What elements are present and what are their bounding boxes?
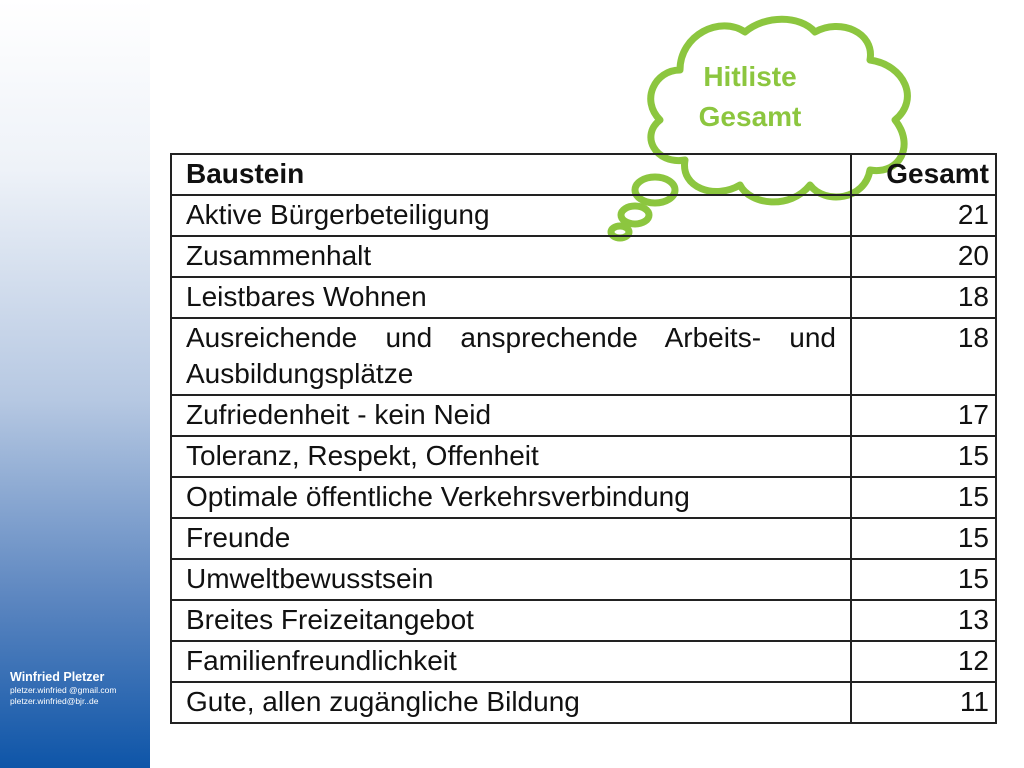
row-label: Optimale öffentliche Verkehrsverbindung [171,477,851,518]
row-value: 11 [851,682,996,723]
author-block [10,670,148,706]
row-label: Leistbares Wohnen [171,277,851,318]
row-value: 18 [851,318,996,395]
row-label: Gute, allen zugängliche Bildung [171,682,851,723]
column-header-gesamt: Gesamt [851,154,996,195]
row-label: Ausreichende und ansprechende Arbeits- und Ausbildungsplätze [171,318,851,395]
row-label: Umweltbewusstsein [171,559,851,600]
row-label: Aktive Bürgerbeteiligung [171,195,851,236]
sidebar-gradient [0,0,150,768]
row-label: Toleranz, Respekt, Offenheit [171,436,851,477]
table-row [171,277,996,318]
row-label: Zusammenhalt [171,236,851,277]
row-label: Breites Freizeitangebot [171,600,851,641]
row-label: Familienfreundlichkeit [171,641,851,682]
hitlist-table [170,153,997,724]
row-value: 15 [851,559,996,600]
row-value: 17 [851,395,996,436]
row-value: 15 [851,436,996,477]
row-value: 21 [851,195,996,236]
row-value: 15 [851,477,996,518]
cloud-line-1: Hitliste [703,61,797,92]
table-row [171,395,996,436]
row-value: 15 [851,518,996,559]
row-value: 18 [851,277,996,318]
table-row [171,236,996,277]
table-row [171,559,996,600]
row-label: Zufriedenheit - kein Neid [171,395,851,436]
row-value: 20 [851,236,996,277]
table-row [171,682,996,723]
table-header-row [171,154,996,195]
table-row [171,641,996,682]
table-row [171,600,996,641]
cloud-line-2: Gesamt [698,101,802,132]
row-value: 13 [851,600,996,641]
author-email-2: pletzer.winfried@bjr..de [10,695,99,706]
author-email-1: pletzer.winfried @gmail.com [10,685,117,695]
row-label: Freunde [171,518,851,559]
row-value: 12 [851,641,996,682]
cloud-label [670,57,830,137]
table-row [171,477,996,518]
table-row [171,195,996,236]
table-row [171,318,996,395]
table-row [171,518,996,559]
column-header-baustein: Baustein [171,154,851,195]
author-name: Winfried Pletzer [10,670,105,684]
table-row [171,436,996,477]
